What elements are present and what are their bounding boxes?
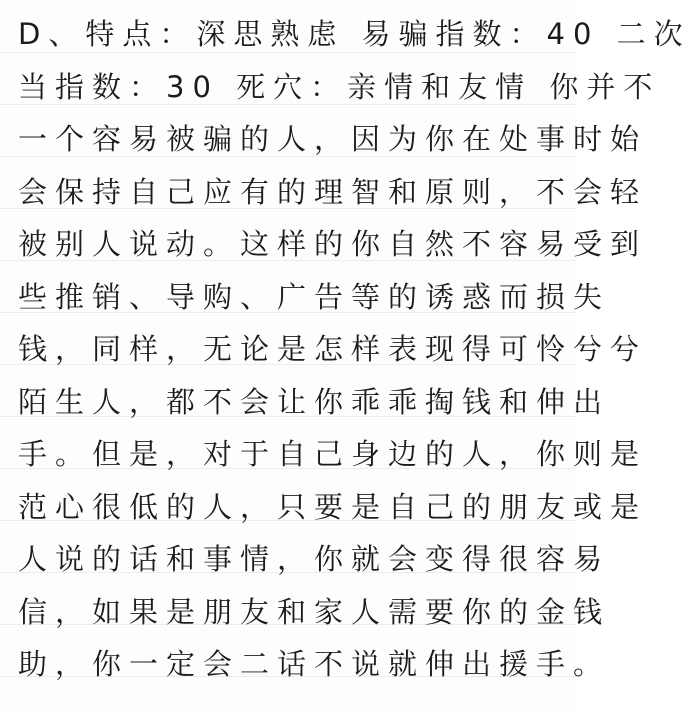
text-line-12: 信，如果是朋友和家人需要你的金钱	[18, 595, 611, 629]
text-line-3: 一个容易被骗的人，因为你在处事时始	[18, 122, 648, 156]
text-line-9: 手。但是，对于自己身边的人，你则是	[18, 437, 648, 471]
text-line-7: 钱，同样，无论是怎样表现得可怜兮兮	[18, 332, 648, 366]
ruled-line	[0, 52, 576, 53]
text-line-8: 陌生人，都不会让你乖乖掏钱和伸出	[18, 385, 611, 419]
text-line-11: 人说的话和事情，你就会变得很容易	[18, 542, 611, 576]
text-line-1: D、特点：深思熟虑 易骗指数：40 二次	[18, 17, 691, 51]
text-line-6: 些推销、导购、广告等的诱惑而损失	[18, 280, 611, 314]
text-line-10: 范心很低的人，只要是自己的朋友或是	[18, 490, 648, 524]
text-line-13: 助，你一定会二话不说就伸出援手。	[18, 647, 611, 681]
text-line-4: 会保持自己应有的理智和原则，不会轻	[18, 175, 648, 209]
text-line-5: 被别人说动。这样的你自然不容易受到	[18, 227, 648, 261]
text-line-2: 当指数：30 死穴：亲情和友情 你并不	[18, 70, 661, 104]
